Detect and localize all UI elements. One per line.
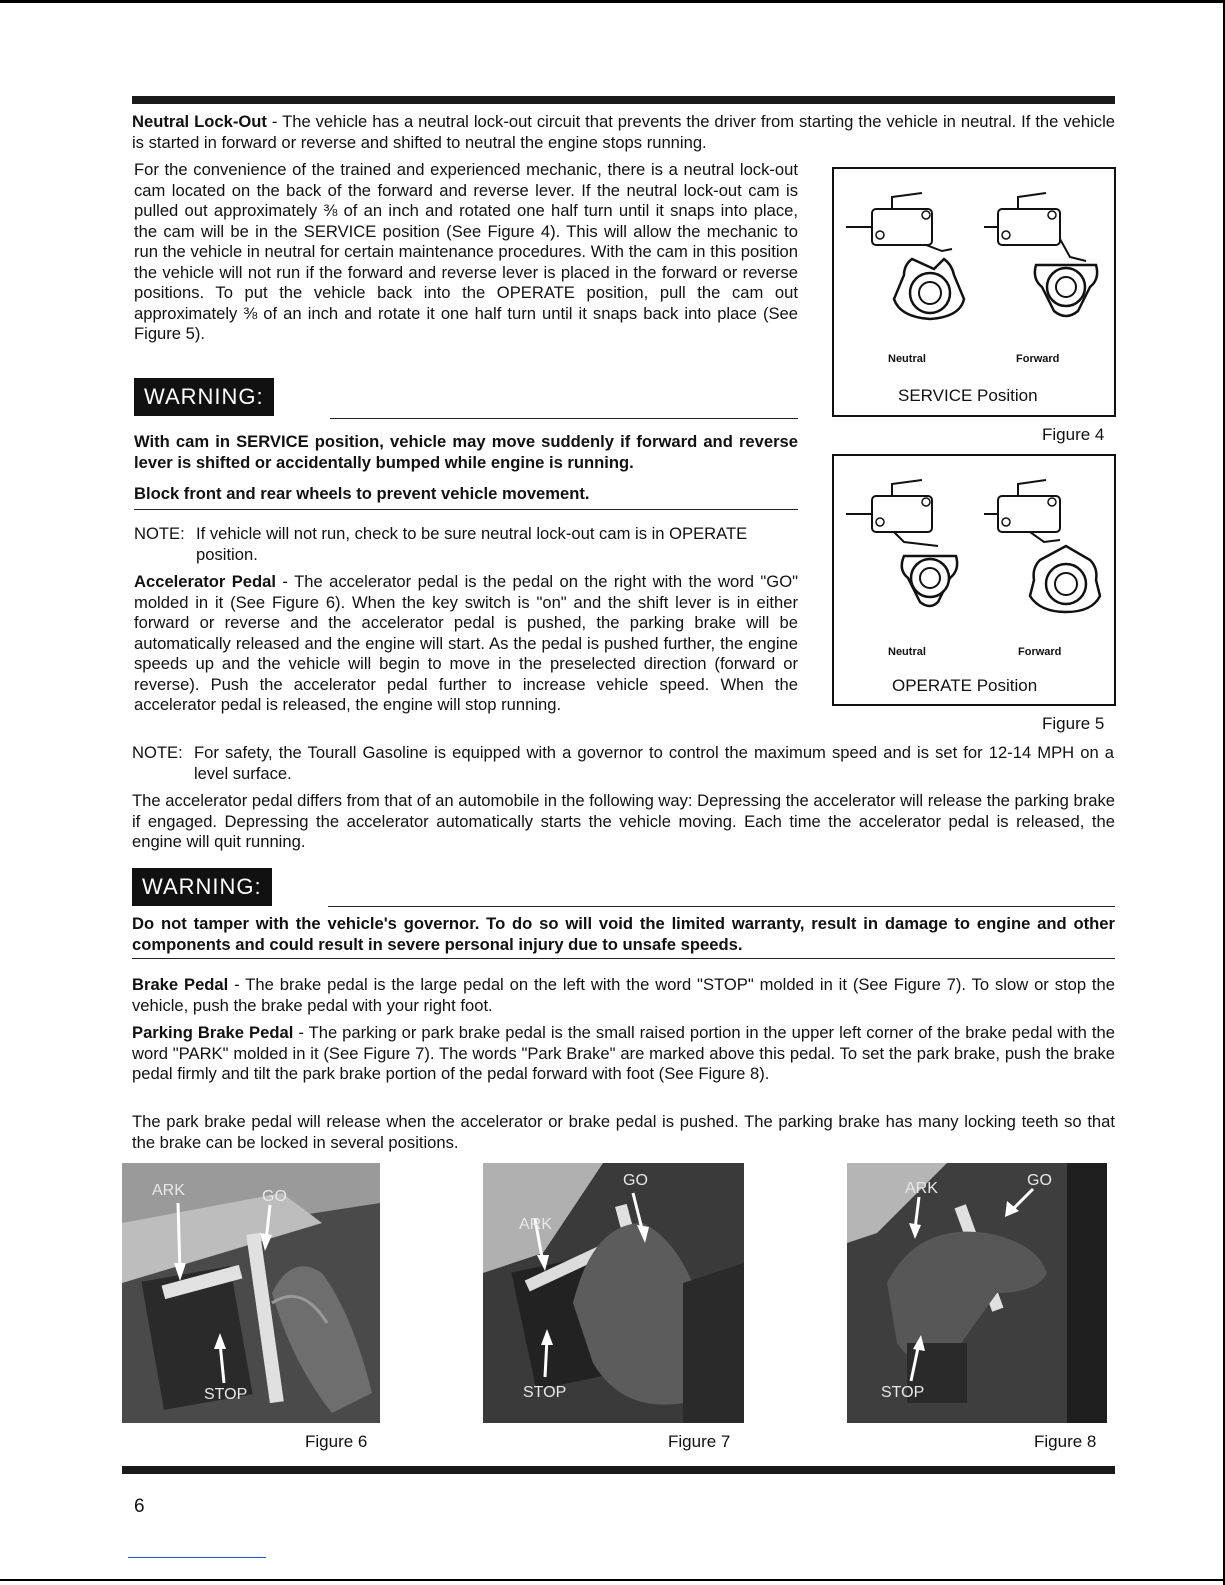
figure-8-photo <box>847 1163 1107 1423</box>
note-2 <box>132 743 1115 785</box>
figure-4-box <box>832 167 1116 417</box>
neutral-lockout-text: - The vehicle has a neutral lock-out circuit that prevents the driver from starting the vehicle in neutral. If the vehicle is started in forward or reverse and shifted to neutral the engine stops running. <box>132 112 1115 152</box>
note-2-text: For safety, the Tourall Gasoline is equipped with a governor to control the maximum speed and is set for 12-14 MPH on a level surface. <box>194 743 1114 783</box>
accelerator-differs-paragraph: The accelerator pedal differs from that of an automobile in the following way: Depressing the accelerator will release the parking brake if engaged. Depressing the accelerator automatically starts the vehicle moving. Each time the accelerator pedal is released, the engine will quit running. <box>132 791 1115 851</box>
warning-1-text: With cam in SERVICE position, vehicle may move suddenly if forward and reverse lever is shifted or accidentally bumped while engine is running. <box>134 432 798 472</box>
brake-text: - The brake pedal is the large pedal on the left with the word "STOP" molded in it (See Figure 7). To slow or stop the vehicle, push the brake pedal with your right foot. <box>132 975 1116 1015</box>
switch-cam-diagram-service <box>834 169 1114 359</box>
parking-brake-heading: Parking Brake Pedal <box>132 1023 294 1042</box>
figure-7-go-label: GO <box>623 1172 648 1189</box>
figure-6-go-label: GO <box>262 1188 287 1205</box>
page-number: 6 <box>134 1496 145 1517</box>
note-1-label: NOTE: <box>134 524 185 543</box>
header-rule <box>132 96 1115 104</box>
warning-divider <box>330 418 798 419</box>
figure-6-caption: Figure 6 <box>305 1432 368 1451</box>
figure-5-box <box>832 454 1116 706</box>
neutral-lockout-heading: Neutral Lock-Out <box>132 112 267 131</box>
switch-cam-diagram-operate <box>834 456 1114 646</box>
parking-brake-text: - The parking or park brake pedal is the small raised portion in the upper left corner of the brake pedal with the word "PARK" molded in it (See Figure 7). The words "Park Brake" are marked above this pedal. To set the park brake, push the brake pedal firmly and tilt the park brake portion of the pedal forward with foot (See Figure 8). <box>132 1023 1115 1083</box>
figure-4-position-label: SERVICE Position <box>898 386 1038 405</box>
warning-divider <box>328 906 1115 907</box>
note-2-label: NOTE: <box>132 743 183 762</box>
figure-7-stop-label: STOP <box>523 1384 567 1401</box>
convenience-paragraph: For the convenience of the trained and experienced mechanic, there is a neutral lock-out cam located on the back of the forward and reverse lever. If the neutral lock-out cam is pulled out approximately ⅜ of an inch and rotated one half turn until it snaps into place, the cam will be in the SERVICE position (See Figure 4). This will allow the mechanic to run the vehicle in neutral for certain maintenance procedures. With the cam in this position the vehicle will not run if the forward and reverse lever is placed in the forward or reverse positions. To put the vehicle back into the OPERATE position, pull the cam out approximately ⅜ of an inch and rotate it one half turn until it snaps back into place (See Figure 5). <box>134 160 798 343</box>
page-border-bottom <box>0 1579 1225 1581</box>
warning-1-underline <box>134 509 798 510</box>
warning-badge: WARNING: <box>134 378 274 416</box>
figure-4-neutral-label: Neutral <box>888 353 926 365</box>
figure-6-stop-label: STOP <box>204 1386 248 1403</box>
warning-1-block-wheels: Block front and rear wheels to prevent vehicle movement. <box>134 484 590 503</box>
neutral-switch-icon <box>846 480 957 606</box>
warning-2-text: Do not tamper with the vehicle's governor. To do so will void the limited warranty, result in damage to engine and other components and could result in severe personal injury due to unsafe speeds. <box>132 914 1115 954</box>
accelerator-heading: Accelerator Pedal <box>134 572 277 591</box>
figure-6-photo <box>122 1163 380 1423</box>
figure-5-position-label: OPERATE Position <box>892 676 1038 695</box>
brake-heading: Brake Pedal <box>132 975 229 994</box>
figure-8-go-label: GO <box>1027 1172 1052 1189</box>
forward-switch-icon <box>984 480 1100 612</box>
neutral-lockout-paragraph <box>132 112 1115 153</box>
figure-5-forward-label: Forward <box>1018 646 1062 658</box>
figure-5-neutral-label: Neutral <box>888 646 926 658</box>
accelerator-text: - The accelerator pedal is the pedal on the right with the word "GO" molded in it (See Figure 6). When the key switch is "on" and the shift lever is in either forward or reverse and the accelerator pedal is pushed, the parking brake will be automatically released and the engine will start. As the pedal is pushed further, the engine speeds up and the vehicle will begin to move in the preselected direction (forward or reverse). Push the accelerator pedal further to increase vehicle speed. When the accelerator pedal is released, the engine will stop running. <box>134 572 798 714</box>
brake-paragraph <box>132 975 1115 1016</box>
figure-8-park-label: ARK <box>905 1180 938 1197</box>
figure-8-stop-label: STOP <box>881 1384 925 1401</box>
figure-8-caption: Figure 8 <box>1034 1432 1097 1451</box>
note-1 <box>134 524 798 566</box>
figure-4-caption: Figure 4 <box>1042 425 1105 444</box>
figure-7-photo <box>483 1163 744 1423</box>
figure-5-caption: Figure 5 <box>1042 714 1105 733</box>
footer-link-line <box>128 1557 266 1558</box>
figure-7-caption: Figure 7 <box>668 1432 731 1451</box>
figure-7-park-label: ARK <box>519 1216 552 1233</box>
warning-2-underline <box>132 958 1115 959</box>
parking-brake-paragraph <box>132 1023 1115 1085</box>
forward-switch-icon <box>984 193 1097 316</box>
figure-6-park-label: ARK <box>152 1182 185 1199</box>
park-release-paragraph: The park brake pedal will release when the accelerator or brake pedal is pushed. The parking brake has many locking teeth so that the brake can be locked in several positions. <box>132 1112 1115 1152</box>
accelerator-paragraph <box>134 572 798 716</box>
warning-badge: WARNING: <box>132 868 272 906</box>
page-border-top <box>0 0 1225 3</box>
figure-4-forward-label: Forward <box>1016 353 1060 365</box>
note-1-text: If vehicle will not run, check to be sure neutral lock-out cam is in OPERATE position. <box>196 524 748 564</box>
footer-rule <box>122 1466 1115 1474</box>
neutral-switch-icon <box>846 193 964 319</box>
